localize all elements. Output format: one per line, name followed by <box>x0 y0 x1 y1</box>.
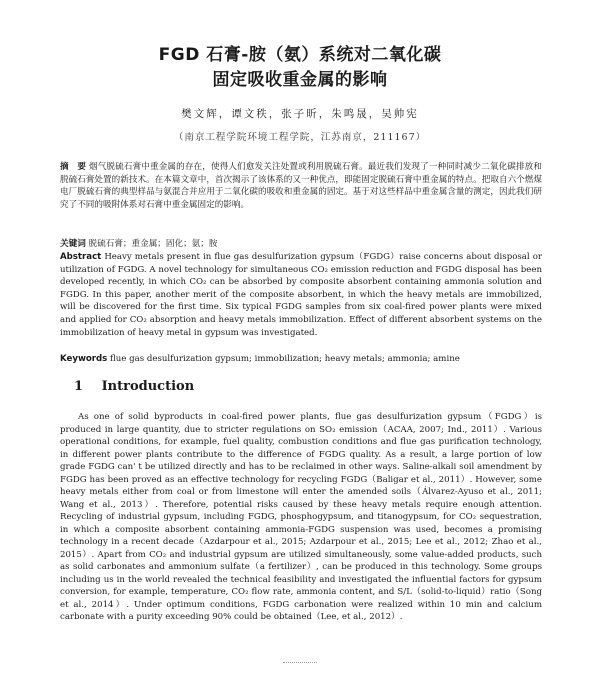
introduction-paragraph: As one of solid byproducts in coal-fired power plants, flue gas desulfurization gypsum（FGDG）is produced in large quantity, due to stricter regulations on SO₂ emission（ACAA, 2007; Ind., 2011）. Various operational conditions, for example, fuel quality, combustion conditions and flue gas purification technology, in different power plants contribute to the difference of FGDG quality. As a result, a large portion of low grade FGDG can' t be utilized directly and has to be reclaimed in other ways. Saline-alkali soil amendment by FGDG has been proved as an effective technology for recycling FGDG（Baligar et al., 2011）. However, some heavy metals either from coal or from limestone will enter the amended soils（Álvarez-Ayuso et al., 2011; Wang et al., 2013）. Therefore, potential risks caused by these heavy metals require enough attention. Recycling of industrial gypsum, including FGDG, phosphogypsum, and titanogypsum, for CO₂ sequestration, in which a composite absorbent containing ammonia-FGDG suspension was used, becomes a promising technology in a recent decade（Azdarpour et al., 2015; Azdarpour et al., 2015; Lee et al., 2012; Zhao et al., 2015）. Apart from CO₂ and industrial gypsum are utilized simultaneously, some value-added products, such as solid carbonates and ammonium sulfate（a fertilizer）, can be produced in this technology. Some groups including us in the world revealed the technical feasibility and investigated the influential factors for gypsum conversion, for example, temperature, CO₂ flow rate, ammonia content, and S/L（solid-to-liquid）ratio（Song et al., 2014）. Under optimum conditions, FGDG carbonation were realized within 10 min and calcium carbonate with a purity exceeding 90% could be obtained（Lee, et al., 2012）. <box>60 412 542 622</box>
paper-title <box>0 43 600 93</box>
chinese-keywords <box>60 238 542 251</box>
section-heading <box>74 379 194 394</box>
chinese-abstract-text: 烟气脱硫石膏中重金属的存在，使得人们愈发关注处置或利用脱硫石膏。最近我们发现了一种同时减少二氧化碳排放和脱硫石膏处置的新技术。在本篇文章中，首次揭示了该体系的又一种优点，即能固定脱硫石膏中重金属的特点。把取自六个燃煤电厂脱硫石膏的典型样品与氨混合并应用于二氧化碳的吸收和重金属的固定。基于对这些样品中重金属含量的测定，因此我们研究了不同的吸附体系对石膏中重金属固定的影响。 <box>60 162 542 210</box>
english-abstract <box>60 251 542 339</box>
english-keywords-label: Keywords <box>60 354 108 364</box>
title-line-1: FGD 石膏-胺（氨）系统对二氧化碳 <box>158 45 442 65</box>
affiliation: （南京工程学院环境工程学院，江苏南京，211167） <box>173 132 427 143</box>
chinese-abstract-label: 摘 要 <box>60 162 87 172</box>
author-list: 樊文辉，谭文秩，张子昕，朱鸣晟，吴帅宪 <box>181 108 419 120</box>
chinese-keywords-label: 关键词 <box>60 239 86 249</box>
page-footer-mark <box>283 662 317 664</box>
section-number: 1 <box>74 379 84 394</box>
chinese-abstract <box>60 161 542 211</box>
english-keywords-text: flue gas desulfurization gypsum; immobilization; heavy metals; ammonia; amine <box>110 354 460 364</box>
section-title: Introduction <box>101 379 195 394</box>
chinese-keywords-text: 脱硫石膏；重金属；固化；氨；胺 <box>88 239 218 249</box>
english-keywords <box>60 353 542 366</box>
english-abstract-text: Heavy metals present in flue gas desulfurization gypsum（FGDG）raise concerns about disposal or utilization of FGDG. A novel technology for simultaneous CO₂ emission reduction and FGDG disposal has been developed recently, in which CO₂ can be absorbed by composite absorbent containing ammonia solution and FGDG. In this paper, another merit of the composite absorbent, in which the heavy metals are immobilized, will be discovered for the first time. Six typical FGDG samples from six coal-fired power plants were mixed and applied for CO₂ absorption and heavy metals immobilization. Effect of different absorbent systems on the immobilization of heavy metal in gypsum was investigated. <box>60 252 542 338</box>
english-abstract-label: Abstract <box>60 252 102 262</box>
title-line-2: 固定吸收重金属的影响 <box>212 70 388 90</box>
